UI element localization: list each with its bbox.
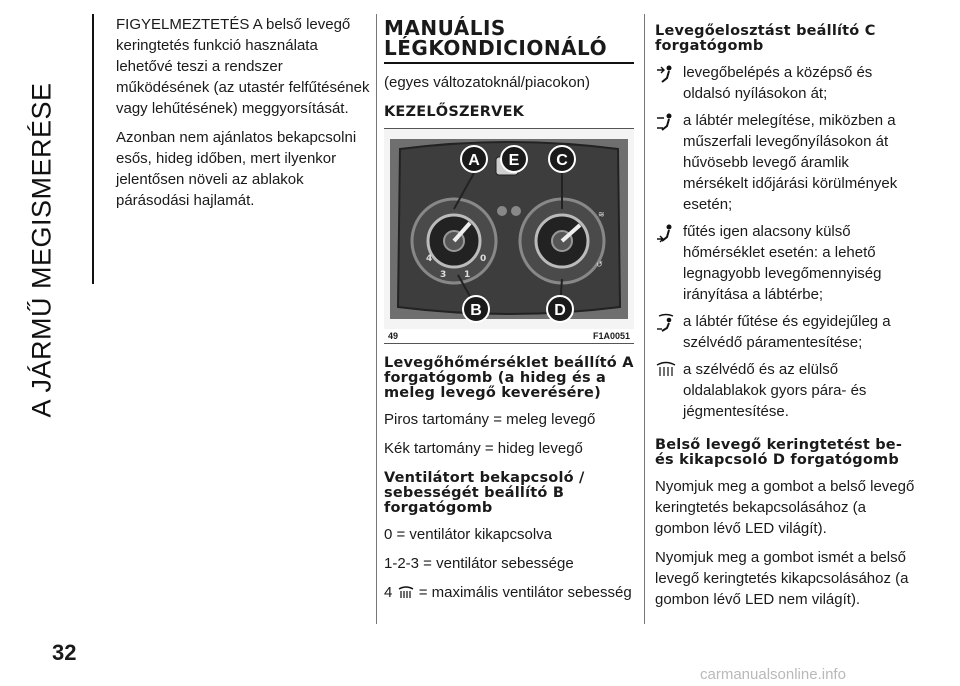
distribution-heading: Levegőelosztást beállító C forgatógomb (655, 23, 876, 54)
column-left (116, 14, 370, 219)
watermark: carmanualsonline.info (700, 666, 846, 683)
svg-text:↺: ↺ (596, 260, 603, 269)
column-middle (384, 14, 634, 611)
column-separator (376, 14, 377, 624)
fan-max-label: = maximális ventilátor sebesség (418, 584, 632, 601)
foot-vent-icon (655, 221, 683, 248)
svg-text:A: A (468, 152, 480, 169)
svg-text:C: C (556, 152, 568, 169)
section-subtitle: (egyes változatoknál/piacokon) (384, 74, 590, 91)
foot-vent-text: fűtés igen alacsony külső hőmérséklet esetén: a lehető legnagyobb levegőmennyiség irányítása a lábtérbe; (683, 223, 882, 303)
foot-defrost-text: a lábtér fűtése és egyidejűleg a szélvédő páramentesítése; (683, 313, 891, 351)
page-number: 32 (52, 640, 77, 665)
face-vent-icon (655, 62, 683, 89)
warning-paragraph: FIGYELMEZTETÉS A belső levegő keringtetés funkció használata lehetővé teszi a rendszer működésének (az utastér felfűtésének vagy lehűtésének) meggyorsítását. (116, 16, 370, 117)
section-title: MANUÁLIS LÉGKONDICIONÁLÓ (384, 16, 608, 60)
svg-text:E: E (508, 152, 520, 169)
red-zone-text: Piros tartomány = meleg levegő (384, 411, 596, 428)
title-underline (384, 62, 634, 64)
column-right (655, 14, 915, 618)
column-separator (644, 14, 645, 624)
recirc-off-text: Nyomjuk meg a gombot ismét a belső levegő keringtetés kikapcsolásához (a gombon lévő LED nem világít). (655, 549, 909, 608)
label-c (549, 146, 575, 172)
dial-mark: 3 (440, 270, 447, 280)
recirc-heading: Belső levegő keringtetést be- és kikapcsoló D forgatógomb (655, 437, 903, 468)
svg-text:D: D (554, 302, 566, 319)
label-b (463, 296, 489, 322)
list-item (655, 110, 915, 215)
label-d (547, 296, 573, 322)
dial-left (412, 199, 496, 283)
dial-mark: 1 (464, 270, 471, 280)
blue-zone-text: Kék tartomány = hideg levegő (384, 440, 583, 457)
fan-max-text (384, 582, 634, 603)
face-vent-text: levegőbelépés a középső és oldalsó nyílásokon át; (683, 64, 873, 102)
fan-knob-heading: Ventilátort bekapcsoló / sebességét beállító B forgatógomb (384, 470, 585, 516)
foot-defrost-icon (655, 311, 683, 338)
figure-code: F1A0051 (592, 331, 630, 341)
recirc-on-text: Nyomjuk meg a gombot a belső levegő keringtetés bekapcsolásához (a gombon lévő LED világít). (655, 478, 915, 537)
chapter-rule (92, 14, 94, 284)
fan-speeds-text: 1-2-3 = ventilátor sebessége (384, 555, 574, 572)
max-defrost-icon (397, 586, 415, 600)
dial-right (520, 199, 604, 283)
svg-text:≋: ≋ (598, 210, 605, 219)
defrost-icon (655, 359, 683, 384)
label-e (501, 146, 527, 172)
temp-knob-heading: Levegőhőmérséklet beállító A forgatógomb (a hideg és a meleg levegő keverésére) (384, 355, 634, 401)
control-panel-figure (384, 128, 634, 344)
list-item (655, 221, 915, 305)
list-item (655, 359, 915, 422)
dial-mark: 0 (480, 254, 487, 264)
controls-heading: KEZELŐSZERVEK (384, 104, 525, 120)
fan-off-text: 0 = ventilátor kikapcsolva (384, 526, 553, 543)
list-item (655, 62, 915, 104)
face-foot-vent-text: a lábtér melegítése, miközben a műszerfali levegőnyílásokon át hűvösebb levegő áramlik mérsékelt időjárási körülmények esetén; (683, 112, 898, 213)
defrost-text: a szélvédő és az elülső oldalablakok gyors pára- és jégmentesítése. (683, 361, 867, 420)
face-foot-vent-icon (655, 110, 683, 137)
chapter-title: A JÁRMŰ MEGISMERÉSE (26, 82, 57, 418)
dial-mark: 4 (426, 254, 433, 264)
advice-paragraph: Azonban nem ajánlatos bekapcsolni esős, hideg időben, mert ilyenkor jelentősen növeli az ablakok párásodási hajlamát. (116, 129, 357, 209)
figure-number: 49 (388, 331, 399, 341)
label-a (461, 146, 487, 172)
fan-max-number: 4 (384, 584, 393, 601)
svg-text:B: B (470, 302, 482, 319)
list-item (655, 311, 915, 353)
control-panel-illustration (384, 129, 634, 329)
